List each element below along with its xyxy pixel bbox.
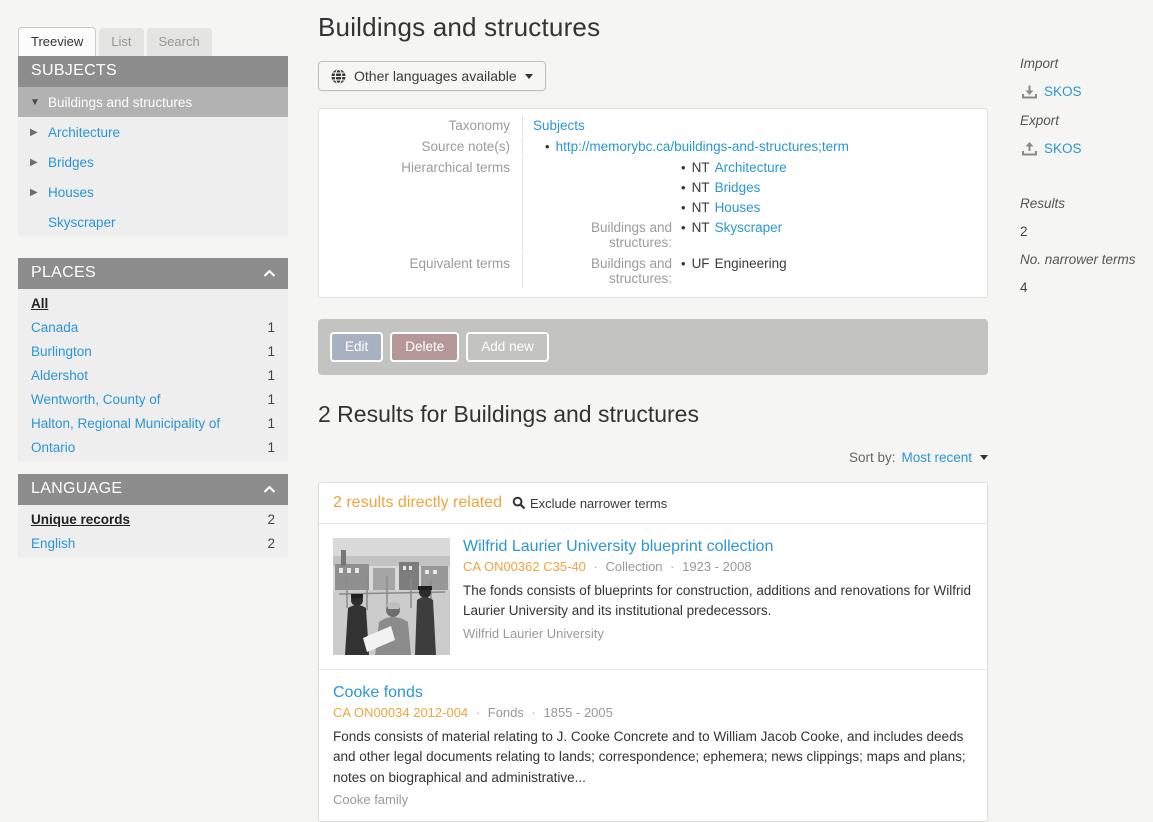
result-body: [333, 684, 973, 807]
tree-item-label[interactable]: Buildings and structures: [48, 94, 193, 110]
meta-separator: ·: [593, 559, 598, 574]
bullet-icon: •: [545, 139, 550, 154]
hierarchical-term: [533, 180, 987, 200]
related-count: 2 results directly related: [333, 494, 502, 511]
narrower-terms-value: 4: [1020, 280, 1028, 295]
tree-item[interactable]: [18, 147, 288, 177]
taxonomy-row: [319, 115, 987, 136]
result-dates: 1855 - 2005: [543, 705, 613, 720]
result-title-link[interactable]: Wilfrid Laurier University blueprint collection: [463, 538, 774, 555]
equivalent-terms-label: Equivalent terms: [319, 254, 523, 288]
narrower-terms-heading: No. narrower terms: [1020, 252, 1136, 267]
sort-by-label: Sort by:: [848, 450, 896, 465]
result-level: Fonds: [487, 705, 524, 720]
results-heading: 2 Results for Buildings and structures: [318, 401, 699, 427]
result-creator: Wilfrid Laurier University: [463, 625, 604, 641]
result-item: [319, 669, 987, 821]
meta-separator: ·: [531, 705, 536, 720]
subjects-header: [18, 56, 288, 87]
tree-toggle-icon[interactable]: ▶: [30, 186, 38, 198]
facet-item: [18, 531, 288, 555]
facet-link[interactable]: All: [31, 295, 49, 311]
exclude-narrower-terms-label: Exclude narrower terms: [529, 495, 668, 511]
tree-item[interactable]: [18, 177, 288, 207]
facet-count: 1: [267, 367, 275, 383]
import-skos-link[interactable]: [1022, 84, 1082, 99]
results-card-header: [319, 483, 987, 524]
result-meta: [333, 705, 973, 720]
facet-item: [18, 411, 288, 435]
action-bar: [318, 319, 988, 375]
other-languages-button[interactable]: [318, 61, 546, 91]
equivalent-term: [533, 256, 987, 286]
tree-toggle-icon[interactable]: ▶: [30, 156, 38, 168]
term-link[interactable]: Houses: [714, 200, 761, 215]
results-list: [319, 524, 987, 821]
term-link[interactable]: Skyscraper: [714, 220, 783, 235]
facet-link[interactable]: English: [31, 535, 76, 551]
term-sublabel: Buildings and structures:: [590, 256, 672, 286]
sidebar-tab[interactable]: Treeview: [18, 27, 96, 56]
results-stat-heading: Results: [1020, 196, 1066, 211]
term-relationship-code: NT: [691, 220, 710, 235]
page-title: Buildings and structures: [318, 12, 601, 42]
facet-link[interactable]: Ontario: [31, 439, 76, 455]
facet-link[interactable]: Burlington: [31, 343, 92, 359]
places-title: PLACES: [31, 264, 96, 281]
subjects-title: SUBJECTS: [31, 62, 117, 79]
treeview-tabs: [18, 26, 288, 56]
facet-count: 1: [267, 343, 275, 359]
tree-item-label[interactable]: Bridges: [48, 154, 94, 170]
facet-link[interactable]: Aldershot: [31, 367, 89, 383]
facet-link[interactable]: Wentworth, County of: [31, 391, 161, 407]
collapse-icon[interactable]: [263, 485, 276, 494]
language-facets: [18, 505, 288, 558]
context-sidebar: [988, 8, 1140, 822]
bullet-icon: •: [681, 220, 686, 235]
results-stat-value: 2: [1020, 224, 1028, 239]
meta-separator: ·: [670, 559, 675, 574]
bullet-icon: •: [681, 200, 686, 215]
language-header[interactable]: [18, 474, 288, 505]
sort-selector[interactable]: Most recent: [901, 450, 972, 465]
chevron-down-icon: [525, 74, 533, 79]
source-note-link[interactable]: http://memorybc.ca/buildings-and-structures;term: [555, 139, 849, 154]
results-card: [318, 482, 988, 822]
subjects-section: [18, 56, 288, 237]
tree-item[interactable]: [18, 207, 288, 237]
taxonomy-label: Taxonomy: [319, 116, 523, 135]
result-title-link[interactable]: Cooke fonds: [333, 684, 423, 701]
language-title: LANGUAGE: [31, 480, 123, 497]
facet-link[interactable]: Canada: [31, 319, 79, 335]
left-sidebar: [18, 8, 288, 822]
export-heading: Export: [1020, 113, 1060, 128]
search-icon: [512, 496, 526, 510]
upload-icon: [1022, 142, 1037, 156]
tree-item[interactable]: [18, 87, 288, 117]
tree-toggle-icon[interactable]: ▶: [30, 126, 38, 138]
result-item: [319, 524, 987, 669]
places-section: [18, 258, 288, 462]
facet-link[interactable]: Halton, Regional Municipality of: [31, 415, 221, 431]
facet-item: [18, 291, 288, 315]
export-skos-link[interactable]: [1022, 141, 1082, 156]
tree-item-label[interactable]: Houses: [48, 184, 94, 200]
meta-separator: ·: [475, 705, 481, 720]
facet-item: [18, 339, 288, 363]
hierarchical-term: [533, 220, 987, 250]
tree-item[interactable]: [18, 117, 288, 147]
construction-site-photo: [333, 538, 450, 655]
equivalent-terms-row: [319, 253, 987, 289]
main-content: [318, 8, 988, 822]
result-reference-code: CA ON00034 2012-004: [333, 705, 469, 720]
term-relationship-code: NT: [691, 180, 710, 195]
sidebar-tab[interactable]: List: [99, 28, 143, 56]
facet-count: 1: [267, 439, 275, 455]
sort-row: [318, 450, 988, 465]
globe-icon: [331, 69, 346, 84]
add-new-button[interactable]: Add new: [466, 332, 549, 362]
result-dates: 1923 - 2008: [682, 559, 752, 574]
language-section: [18, 474, 288, 558]
term-sublabel: Buildings and structures:: [590, 220, 672, 250]
chevron-down-icon[interactable]: [980, 455, 988, 460]
result-description: Fonds consists of material relating to J. Cooke Concrete and to William Jacob Cooke, and includes deeds and other legal documents relating to lands; correspondence; ephemera; news clippings; maps and plans; notes on biographical and administrative...: [333, 729, 966, 785]
source-note-label: Source note(s): [319, 137, 523, 156]
places-header[interactable]: [18, 258, 288, 289]
taxonomy-link[interactable]: Subjects: [533, 118, 585, 133]
facet-link[interactable]: Unique records: [31, 511, 131, 527]
result-meta: [463, 559, 973, 574]
places-facets: [18, 289, 288, 462]
sidebar-tab[interactable]: Search: [147, 28, 212, 56]
facet-item: [18, 387, 288, 411]
download-icon: [1022, 85, 1037, 99]
term-link: Engineering: [714, 256, 787, 271]
facet-item: [18, 363, 288, 387]
edit-button[interactable]: Edit: [330, 332, 383, 362]
exclude-narrower-terms-link[interactable]: [512, 496, 667, 511]
import-skos-label: SKOS: [1044, 84, 1082, 99]
facet-count: 1: [267, 415, 275, 431]
facet-item: [18, 435, 288, 459]
result-level: Collection: [605, 559, 663, 574]
bullet-icon: •: [681, 256, 686, 271]
facet-count: 2: [267, 511, 275, 527]
hierarchical-terms-label: Hierarchical terms: [319, 158, 523, 252]
term-link[interactable]: Architecture: [714, 160, 787, 175]
collapse-icon[interactable]: [263, 269, 276, 278]
tree-item-label[interactable]: Architecture: [48, 124, 121, 140]
term-relationship-code: NT: [691, 160, 710, 175]
tree-item-label[interactable]: Skyscraper: [48, 214, 116, 230]
hierarchical-terms-row: [319, 157, 987, 253]
facet-count: 1: [267, 319, 275, 335]
term-relationship-code: UF: [691, 256, 710, 271]
other-languages-label: Other languages available: [354, 68, 517, 84]
facet-item: [18, 315, 288, 339]
result-thumbnail[interactable]: [333, 538, 450, 655]
tree-toggle-icon[interactable]: ▼: [30, 96, 40, 108]
result-creator: Cooke family: [333, 791, 409, 807]
export-skos-label: SKOS: [1044, 141, 1082, 156]
subjects-tree: [18, 87, 288, 237]
bullet-icon: •: [681, 180, 686, 195]
term-relationship-code: NT: [691, 200, 710, 215]
facet-item: [18, 507, 288, 531]
hierarchical-term: [533, 160, 987, 180]
facet-count: 1: [267, 391, 275, 407]
bullet-icon: •: [681, 160, 686, 175]
result-body: [463, 538, 973, 655]
result-description: The fonds consists of blueprints for construction, additions and renovations for Wilfrid Laurier University and its institutional predecessors.: [463, 583, 972, 619]
hierarchical-term: [533, 200, 987, 220]
facet-count: 2: [267, 535, 275, 551]
result-reference-code: CA ON00362 C35-40: [463, 559, 586, 574]
delete-button[interactable]: Delete: [390, 332, 459, 362]
term-detail-card: [318, 108, 988, 298]
source-note-row: [319, 136, 987, 157]
import-heading: Import: [1020, 56, 1059, 71]
term-link[interactable]: Bridges: [714, 180, 761, 195]
